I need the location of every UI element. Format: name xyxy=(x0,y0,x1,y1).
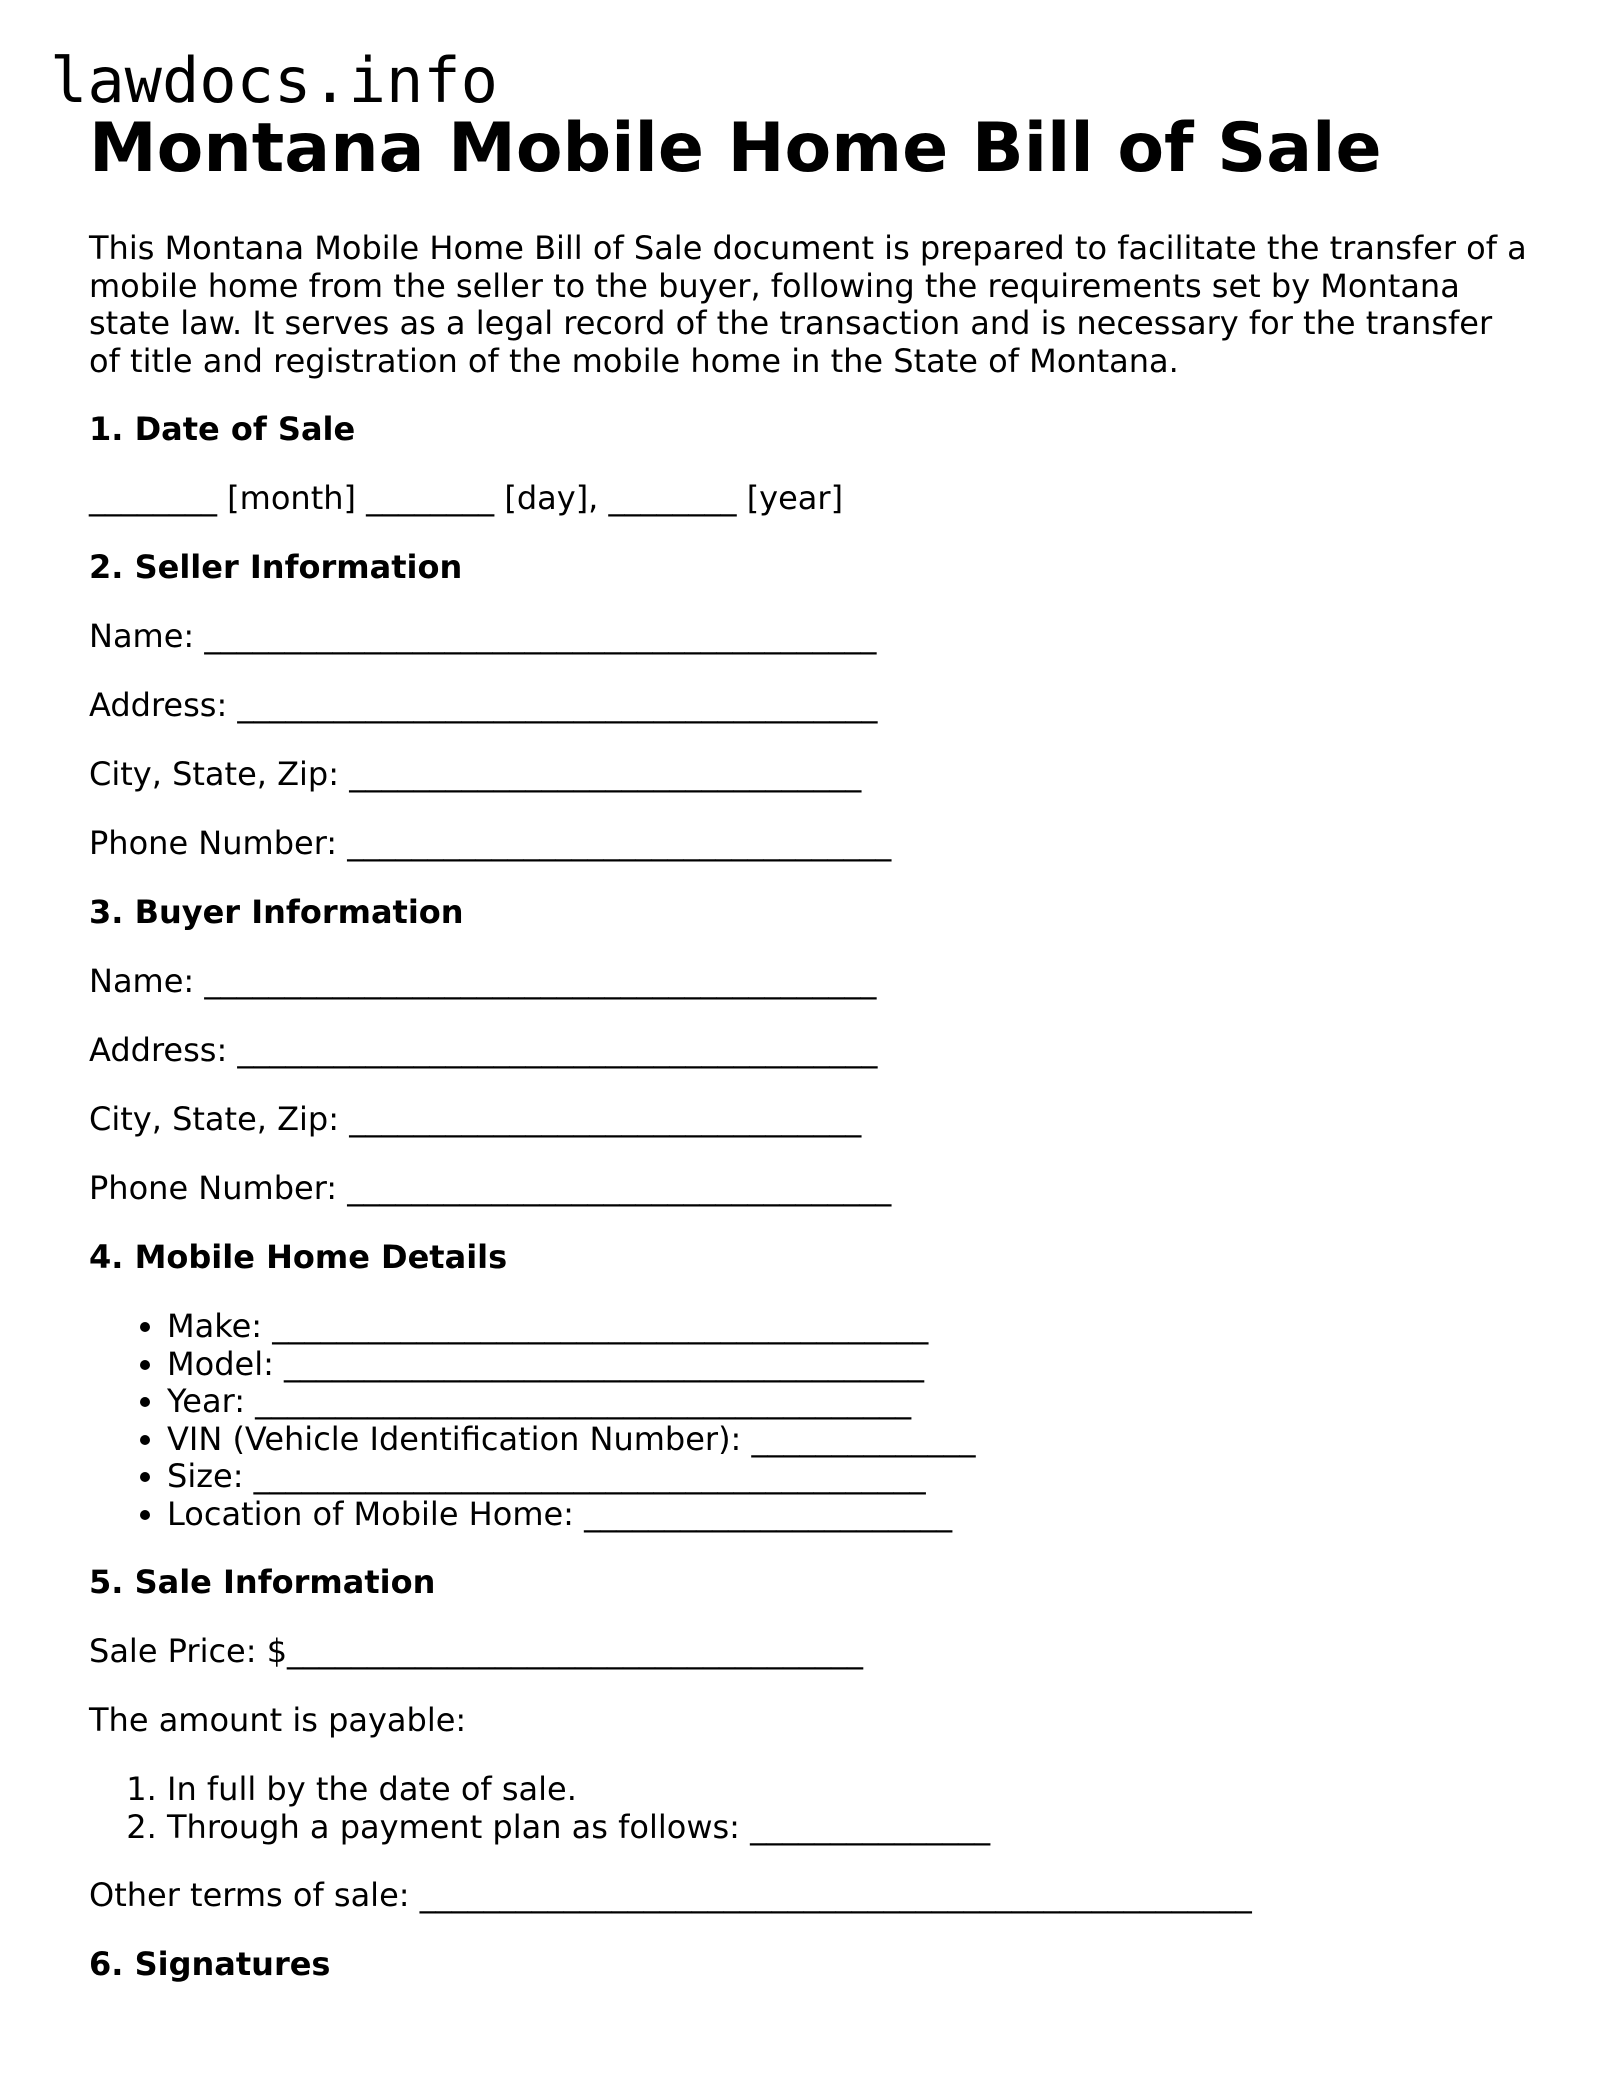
document-title: Montana Mobile Home Bill of Sale xyxy=(89,109,1382,188)
section-heading-signatures: 6. Signatures xyxy=(89,1945,331,1983)
buyer-name-field[interactable]: Name: __________________________________________ xyxy=(89,962,877,1000)
seller-phone-field[interactable]: Phone Number: __________________________________ xyxy=(89,824,892,862)
home-vin-field[interactable]: • VIN (Vehicle Identification Number): ______________ xyxy=(167,1421,1529,1459)
home-details-list xyxy=(89,1308,1529,1533)
seller-address-field[interactable]: Address: ________________________________________ xyxy=(89,686,878,724)
section-heading-home-details: 4. Mobile Home Details xyxy=(89,1238,508,1276)
home-model-field[interactable]: • Model: ________________________________________ xyxy=(167,1346,1529,1384)
other-terms-field[interactable]: Other terms of sale: ____________________________________________________ xyxy=(89,1876,1252,1914)
seller-name-field[interactable]: Name: __________________________________________ xyxy=(89,617,877,655)
section-heading-seller: 2. Seller Information xyxy=(89,548,463,586)
sale-price-field[interactable]: Sale Price: $____________________________________ xyxy=(89,1632,864,1670)
home-make-field[interactable]: • Make: _________________________________________ xyxy=(167,1308,1529,1346)
home-size-field[interactable]: • Size: __________________________________________ xyxy=(167,1458,1529,1496)
payment-option-plan[interactable]: 2. Through a payment plan as follows: _______________ xyxy=(167,1809,1529,1847)
home-year-field[interactable]: • Year: _________________________________________ xyxy=(167,1383,1529,1421)
document-body xyxy=(89,230,1529,2015)
home-location-field[interactable]: • Location of Mobile Home: _______________________ xyxy=(167,1496,1529,1534)
intro-paragraph: This Montana Mobile Home Bill of Sale document is prepared to facilitate the transfer of a mobile home from the seller to the buyer, following the requirements set by Montana state law. It serves as a legal record of the transaction and is necessary for the transfer of title and registration of the mobile home in the State of Montana. xyxy=(89,229,1527,380)
seller-city-state-zip-field[interactable]: City, State, Zip: ________________________________ xyxy=(89,755,862,793)
payable-label: The amount is payable: xyxy=(89,1701,467,1739)
payment-option-full[interactable]: 1. In full by the date of sale. xyxy=(167,1771,1529,1809)
date-of-sale-field[interactable]: ________ [month] ________ [day], ________ [year] xyxy=(89,479,844,517)
buyer-address-field[interactable]: Address: ________________________________________ xyxy=(89,1031,878,1069)
section-heading-buyer: 3. Buyer Information xyxy=(89,893,464,931)
section-heading-sale: 5. Sale Information xyxy=(89,1563,436,1601)
section-heading-date: 1. Date of Sale xyxy=(89,410,356,448)
buyer-city-state-zip-field[interactable]: City, State, Zip: ________________________________ xyxy=(89,1100,862,1138)
watermark-logo: lawdocs.info xyxy=(50,44,498,117)
buyer-phone-field[interactable]: Phone Number: __________________________________ xyxy=(89,1169,892,1207)
payment-options-list xyxy=(89,1771,1529,1846)
